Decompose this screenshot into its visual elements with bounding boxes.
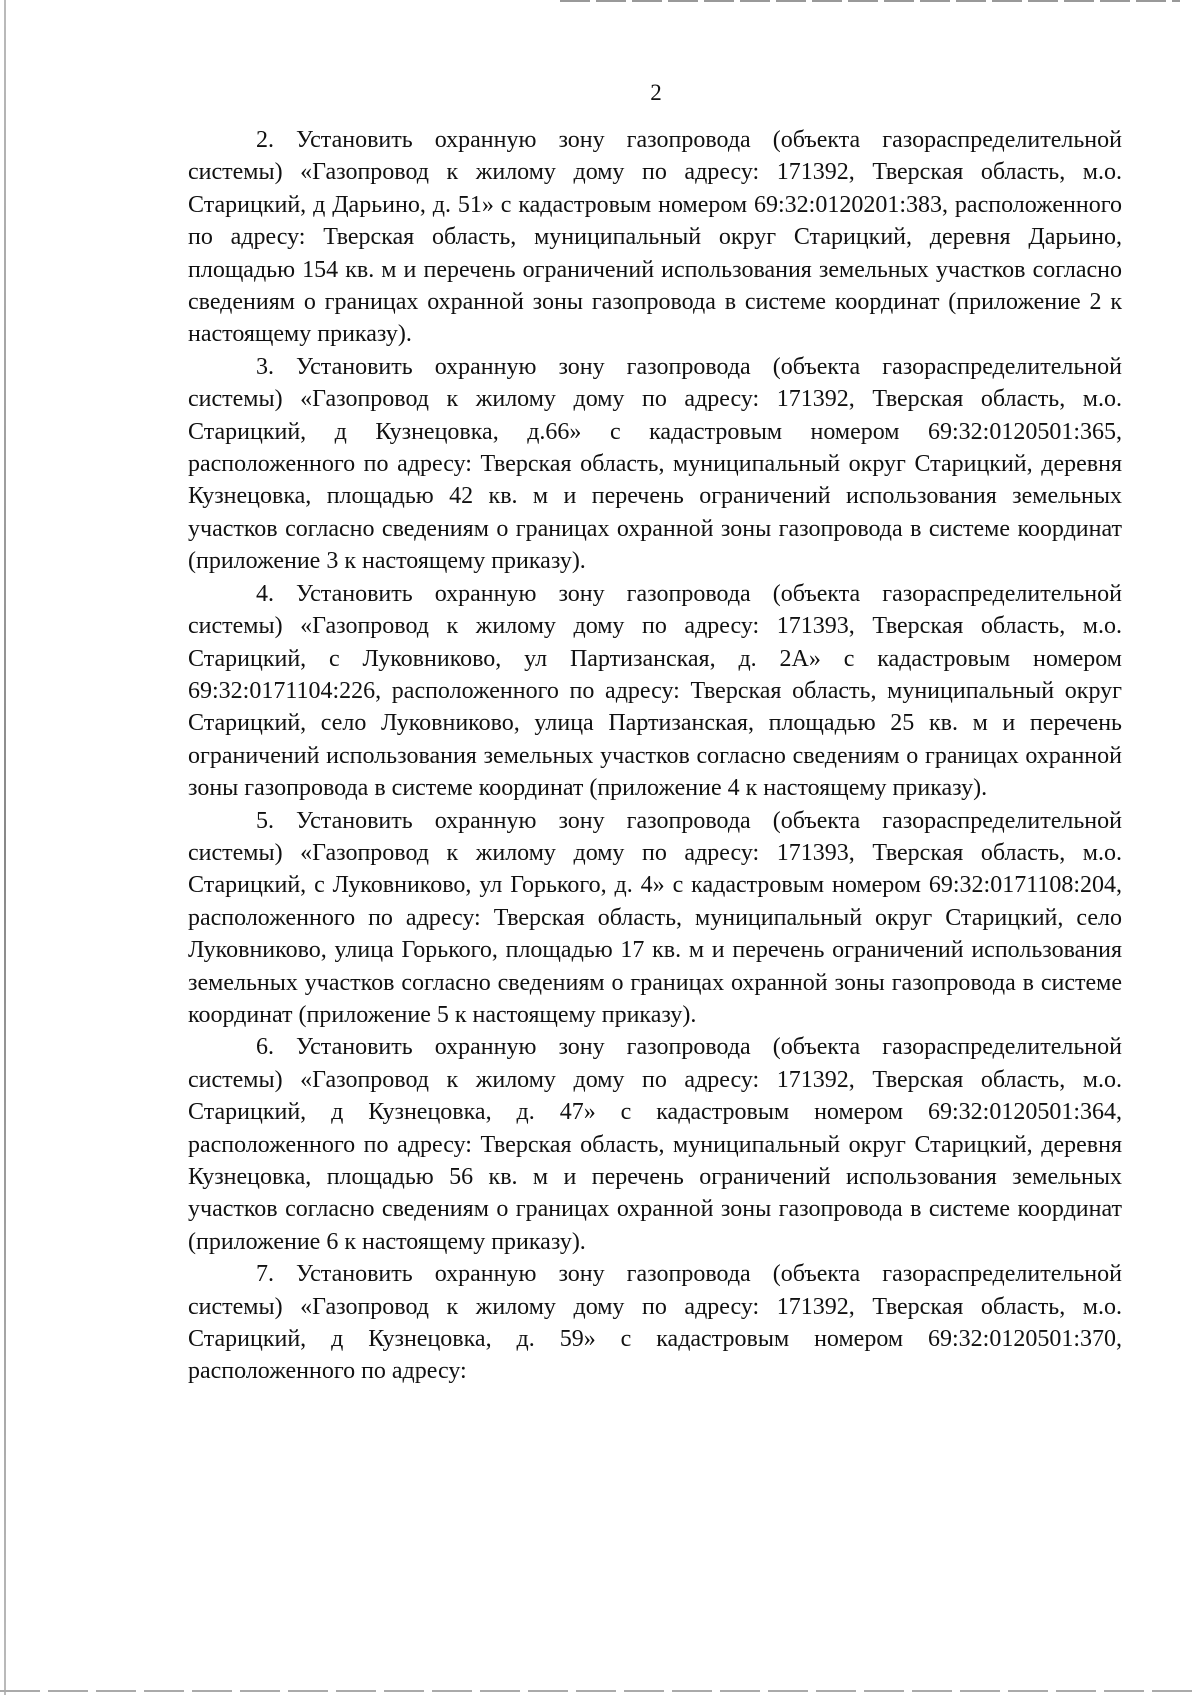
paragraph-item-6: 6. Установить охранную зону газопровода (объекта газораспределительной системы) «Газопровод к жилому дому по адресу: 171392, Тверская область, м.о. Старицкий, д Кузнецовка, д. 47» с кадастровым номером 69:32:0120501:364, расположенного по адресу: Тверская область, муниципальный округ Старицкий, деревня Кузнецовка, площадью 56 кв. м и перечень ограничений использования земельных участков согласно сведениям о границах охранной зоны газопровода в системе координат (приложение 6 к настоящему приказу). [188, 1034, 1122, 1255]
page-number: 2 [650, 80, 662, 105]
paragraph-item-2: 2. Установить охранную зону газопровода (объекта газораспределительной системы) «Газопровод к жилому дому по адресу: 171392, Тверская область, м.о. Старицкий, д Дарьино, д. 51» с кадастровым номером 69:32:0120201:383, расположенного по адресу: Тверская область, муниципальный округ Старицкий, деревня Дарьино, площадью 154 кв. м и перечень ограничений использования земельных участков согласно сведениям о границах охранной зоны газопровода в системе координат (приложение 2 к настоящему приказу). [188, 127, 1122, 348]
paragraph-item-4: 4. Установить охранную зону газопровода (объекта газораспределительной системы) «Газопровод к жилому дому по адресу: 171393, Тверская область, м.о. Старицкий, с Луковниково, ул Партизанская, д. 2А» с кадастровым номером 69:32:0171104:226, расположенного по адресу: Тверская область, муниципальный округ Старицкий, село Луковниково, улица Партизанская, площадью 25 кв. м и перечень ограничений использования земельных участков согласно сведениям о границах охранной зоны газопровода в системе координат (приложение 4 к настоящему приказу). [188, 580, 1122, 802]
paragraph-item-3: 3. Установить охранную зону газопровода (объекта газораспределительной системы) «Газопровод к жилому дому по адресу: 171392, Тверская область, м.о. Старицкий, д Кузнецовка, д.66» с кадастровым номером 69:32:0120501:365, расположенного по адресу: Тверская область, муниципальный округ Старицкий, деревня Кузнецовка, площадью 42 кв. м и перечень ограничений использования земельных участков согласно сведениям о границах охранной зоны газопровода в системе координат (приложение 3 к настоящему приказу). [188, 353, 1122, 575]
scan-edge-bottom [0, 1690, 1200, 1692]
paragraph-item-7: 7. Установить охранную зону газопровода (объекта газораспределительной системы) «Газопровод к жилому дому по адресу: 171392, Тверская область, м.о. Старицкий, д Кузнецовка, д. 59» с кадастровым номером 69:32:0120501:370, расположенного по адресу: [188, 1261, 1122, 1385]
document-body [188, 124, 1122, 1388]
paragraph-item-5: 5. Установить охранную зону газопровода (объекта газораспределительной системы) «Газопровод к жилому дому по адресу: 171393, Тверская область, м.о. Старицкий, с Луковниково, ул Горького, д. 4» с кадастровым номером 69:32:0171108:204, расположенного по адресу: Тверская область, муниципальный округ Старицкий, село Луковниково, улица Горького, площадью 17 кв. м и перечень ограничений использования земельных участков согласно сведениям о границах охранной зоны газопровода в системе координат (приложение 5 к настоящему приказу). [188, 807, 1122, 1028]
scan-edge-top [560, 0, 1180, 2]
scan-edge-left [4, 0, 6, 1695]
